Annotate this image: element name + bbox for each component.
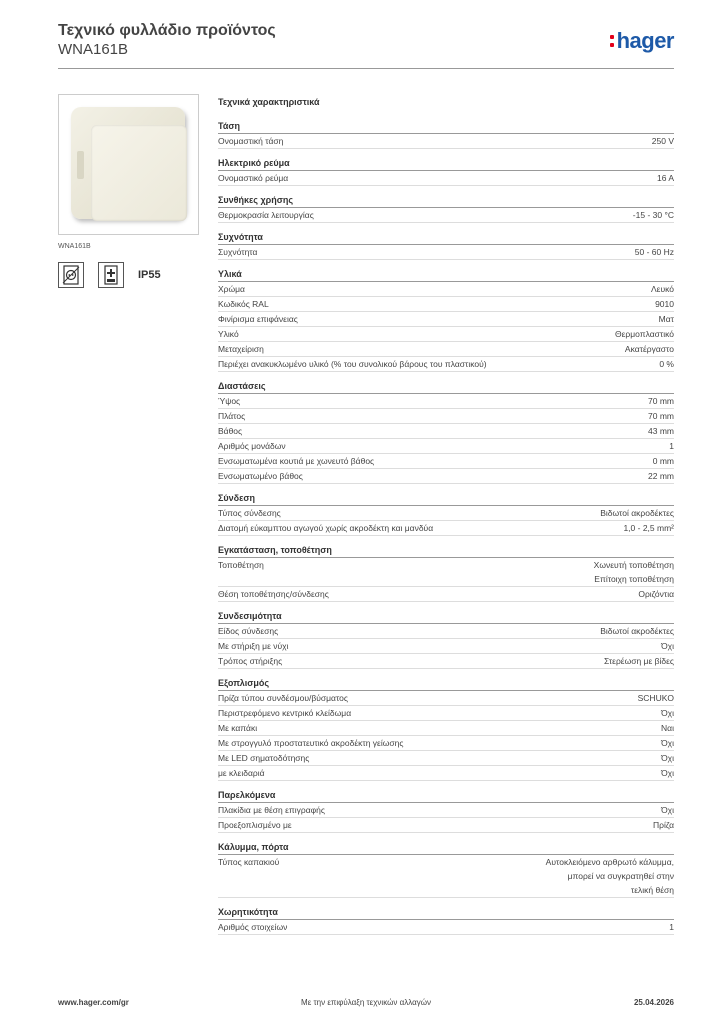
spec-row	[218, 587, 674, 602]
spec-label: Αριθμός μονάδων	[218, 441, 286, 451]
spec-value: 0 mm	[652, 456, 674, 466]
spec-label: Βάθος	[218, 426, 243, 436]
specs-title: Τεχνικά χαρακτηριστικά	[218, 97, 320, 107]
spec-row	[218, 736, 674, 751]
spec-label: Φινίρισμα επιφάνειας	[218, 314, 298, 324]
technical-specs	[218, 96, 674, 935]
spec-row	[218, 691, 674, 706]
spec-row	[218, 327, 674, 342]
ip-rating-badge: IP55	[138, 269, 161, 281]
spec-label: Περιστρεφόμενο κεντρικό κλείδωμα	[218, 708, 352, 718]
section-heading: Ηλεκτρικό ρεύμα	[218, 156, 674, 171]
spec-value: Όχι	[661, 753, 674, 763]
product-image	[58, 94, 199, 235]
spec-label: Πρίζα τύπου συνδέσμου/βύσματος	[218, 693, 349, 703]
spec-label: Τοποθέτηση	[218, 560, 264, 570]
spec-row	[218, 439, 674, 454]
spec-label: Με στήριξη με νύχι	[218, 641, 289, 651]
section-heading: Εγκατάσταση, τοποθέτηση	[218, 543, 674, 558]
spec-label: Συχνότητα	[218, 247, 258, 257]
footer-url[interactable]: www.hager.com/gr	[58, 998, 129, 1007]
spec-value: Ματ	[658, 314, 674, 324]
spec-value: Όχι	[661, 768, 674, 778]
image-caption: WNA161B	[58, 243, 91, 250]
spec-value: 250 V	[651, 136, 674, 146]
spec-row	[218, 751, 674, 766]
spec-row	[218, 506, 674, 521]
spec-row	[218, 469, 674, 484]
spec-label: Περιέχει ανακυκλωμένο υλικό (% του συνολικού βάρους του πλαστικού)	[218, 359, 487, 369]
spec-label: Ενσωματωμένα κουτιά με χωνευτό βάθος	[218, 456, 375, 466]
spec-value: 0 %	[659, 359, 674, 369]
spec-value: Οριζόντια	[638, 589, 674, 599]
spec-label: Τύπος καπακιού	[218, 857, 280, 867]
spec-value: 22 mm	[648, 471, 674, 481]
spec-value: SCHUKO	[637, 693, 674, 703]
spec-row	[218, 654, 674, 669]
spec-label: Ενσωματωμένο βάθος	[218, 471, 303, 481]
spec-row	[218, 706, 674, 721]
spec-section	[218, 905, 674, 935]
spec-row	[218, 721, 674, 736]
header-divider	[58, 68, 674, 69]
spec-label: Πλάτος	[218, 411, 246, 421]
spec-label: Χρώμα	[218, 284, 245, 294]
spec-label: Τρόπος στήριξης	[218, 656, 283, 666]
spec-section	[218, 840, 674, 898]
spec-value: Όχι	[661, 708, 674, 718]
logo-dots-icon	[610, 32, 614, 48]
hager-logo	[610, 28, 674, 54]
spec-label: Με στρογγυλό προστατευτικό ακροδέκτη γείωσης	[218, 738, 404, 748]
spec-row	[218, 394, 674, 409]
spec-row	[218, 297, 674, 312]
spec-row	[218, 454, 674, 469]
spec-value: Θερμοπλαστικό	[614, 329, 674, 339]
spec-section	[218, 491, 674, 536]
section-heading: Κάλυμμα, πόρτα	[218, 840, 674, 855]
spec-row	[218, 624, 674, 639]
spec-value: Όχι	[661, 805, 674, 815]
spec-section	[218, 609, 674, 669]
spec-value: 43 mm	[648, 426, 674, 436]
spec-row	[218, 521, 674, 536]
spec-value: 70 mm	[648, 396, 674, 406]
spec-label: Ονομαστική τάση	[218, 136, 284, 146]
spec-label: Πλακίδια με θέση επιγραφής	[218, 805, 325, 815]
spec-value: 1	[669, 441, 674, 451]
section-heading: Διαστάσεις	[218, 379, 674, 394]
spec-row	[218, 803, 674, 818]
spec-value: Βιδωτοί ακροδέκτες	[600, 508, 674, 518]
section-heading: Σύνδεση	[218, 491, 674, 506]
spec-label: Διατομή εύκαμπτου αγωγού χωρίς ακροδέκτη και μανδύα	[218, 523, 434, 533]
spec-value: 9010	[655, 299, 674, 309]
spec-value: Αυτοκλειόμενο αρθρωτό κάλυμμα, μπορεί να συγκρατηθεί στην τελική θέση	[545, 857, 674, 895]
spec-value: 70 mm	[648, 411, 674, 421]
spec-value: Βιδωτοί ακροδέκτες	[600, 626, 674, 636]
spec-row	[218, 920, 674, 935]
spec-row	[218, 639, 674, 654]
spec-sections	[218, 119, 674, 935]
spec-row	[218, 171, 674, 186]
document-title: Τεχνικό φυλλάδιο προϊόντος	[58, 22, 276, 39]
spec-section	[218, 119, 674, 149]
section-heading: Συνδεσιμότητα	[218, 609, 674, 624]
spec-section	[218, 379, 674, 484]
spec-label: Ύψος	[218, 396, 241, 406]
spec-section	[218, 156, 674, 186]
spec-row	[218, 208, 674, 223]
document-header	[58, 22, 674, 68]
socket-cover-image	[71, 107, 185, 219]
spec-label: Κωδικός RAL	[218, 299, 269, 309]
spec-value: 16 A	[656, 173, 674, 183]
spec-section	[218, 193, 674, 223]
spec-value: Χωνευτή τοποθέτηση Επίτοιχη τοποθέτηση	[593, 560, 674, 584]
section-heading: Χωρητικότητα	[218, 905, 674, 920]
spec-value: Στερέωση με βίδες	[603, 656, 674, 666]
spec-row	[218, 134, 674, 149]
page-footer	[58, 998, 674, 1012]
spec-label: Μεταχείριση	[218, 344, 264, 354]
spec-label: Υλικό	[218, 329, 239, 339]
spec-row	[218, 312, 674, 327]
spec-label: Ονομαστικό ρεύμα	[218, 173, 289, 183]
socket-icon	[58, 262, 84, 288]
spec-value: Ακατέργαστο	[624, 344, 674, 354]
spec-value: -15 - 30 °C	[632, 210, 674, 220]
section-heading: Τάση	[218, 119, 674, 134]
logo-text: hager	[616, 28, 674, 53]
spec-row	[218, 855, 674, 898]
spec-row	[218, 424, 674, 439]
spec-value: 1,0 - 2,5 mm²	[623, 523, 674, 533]
spec-value: Όχι	[661, 641, 674, 651]
spec-label: Θέση τοποθέτησης/σύνδεσης	[218, 589, 329, 599]
spec-value: Όχι	[661, 738, 674, 748]
spec-section	[218, 543, 674, 602]
spec-label: Θερμοκρασία λειτουργίας	[218, 210, 314, 220]
spec-label: Με LED σηματοδότησης	[218, 753, 310, 763]
spec-section	[218, 230, 674, 260]
footer-note: Με την επιφύλαξη τεχνικών αλλαγών	[301, 998, 431, 1007]
section-heading: Εξοπλισμός	[218, 676, 674, 691]
spec-row	[218, 282, 674, 297]
section-heading: Παρελκόμενα	[218, 788, 674, 803]
spec-row	[218, 245, 674, 260]
section-heading: Συχνότητα	[218, 230, 674, 245]
spec-label: Είδος σύνδεσης	[218, 626, 279, 636]
spec-value: 1	[669, 922, 674, 932]
spec-value: Λευκό	[651, 284, 674, 294]
spec-row	[218, 766, 674, 781]
section-heading: Υλικά	[218, 267, 674, 282]
spec-label: Προεξοπλισμένο με	[218, 820, 292, 830]
spec-label: Με καπάκι	[218, 723, 258, 733]
spec-value: Πρίζα	[653, 820, 674, 830]
spec-value: 50 - 60 Hz	[634, 247, 674, 257]
footer-date: 25.04.2026	[633, 998, 674, 1007]
spec-section	[218, 267, 674, 372]
spec-value: Ναι	[661, 723, 674, 733]
plug-icon	[98, 262, 124, 288]
spec-row	[218, 357, 674, 372]
spec-label: Αριθμός στοιχείων	[218, 922, 288, 932]
section-heading: Συνθήκες χρήσης	[218, 193, 674, 208]
spec-section	[218, 788, 674, 833]
spec-row	[218, 818, 674, 833]
spec-row	[218, 342, 674, 357]
spec-row	[218, 409, 674, 424]
spec-label: Τύπος σύνδεσης	[218, 508, 281, 518]
product-code: WNA161B	[58, 41, 129, 58]
spec-section	[218, 676, 674, 781]
spec-label: με κλειδαριά	[218, 768, 265, 778]
spec-row	[218, 558, 674, 587]
